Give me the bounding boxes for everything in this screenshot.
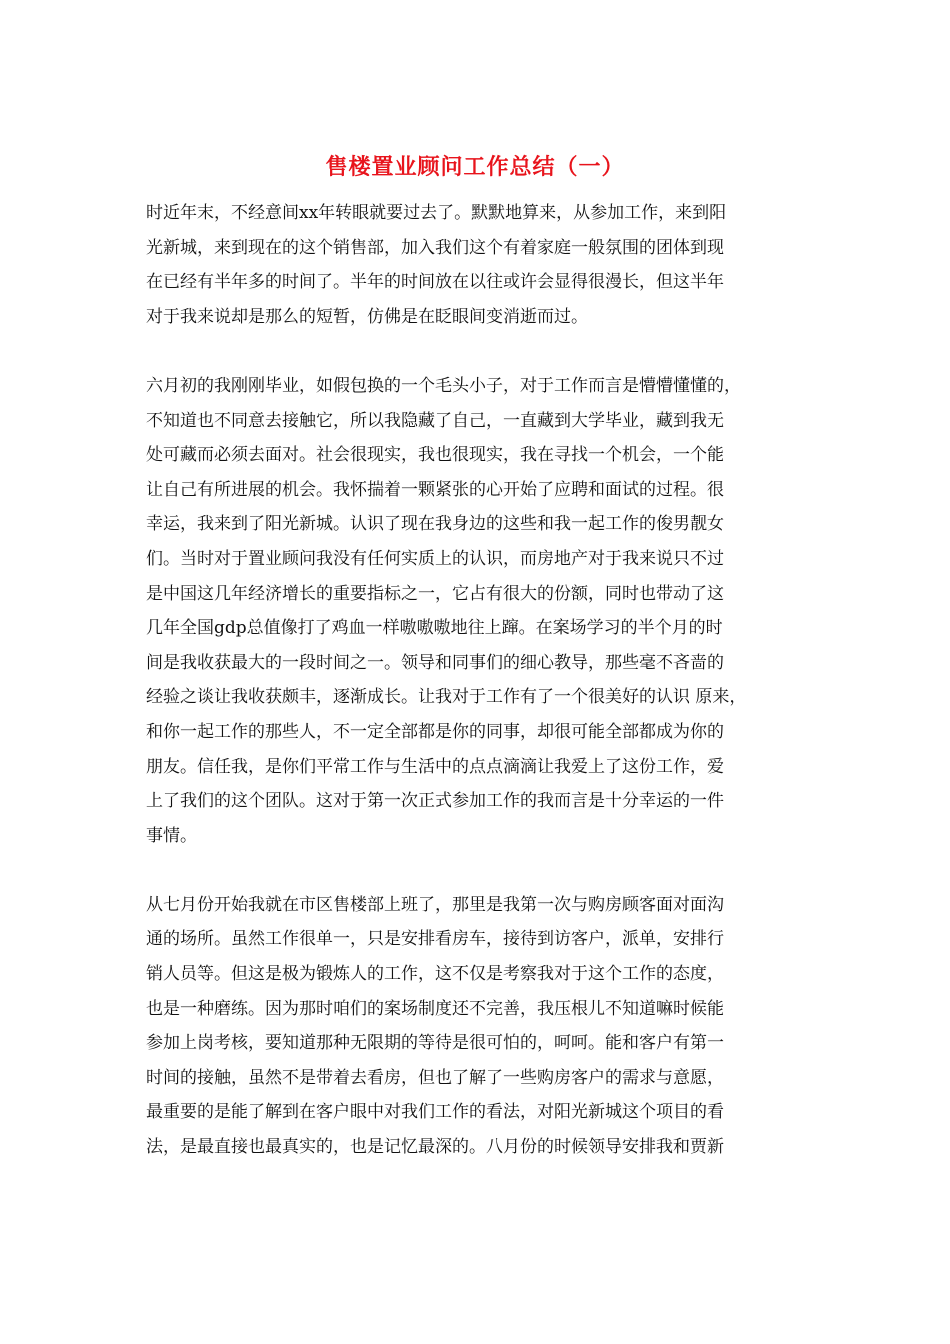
document-title: 售楼置业顾问工作总结（一） [325,154,625,180]
text-line: 间是我收获最大的一段时间之一。领导和同事们的细心教导，那些毫不吝啬的 [146,652,724,673]
text-line: 对于我来说却是那么的短暂，仿佛是在眨眼间变消逝而过。 [146,306,588,327]
text-line: 也是一种磨练。因为那时咱们的案场制度还不完善，我压根儿不知道嘛时候能 [146,998,724,1019]
text-line: 六月初的我刚刚毕业，如假包换的一个毛头小子，对于工作而言是懵懵懂懂的， [146,375,741,396]
text-line: 让自己有所进展的机会。我怀揣着一颗紧张的心开始了应聘和面试的过程。很 [146,479,724,500]
text-line: 幸运，我来到了阳光新城。认识了现在我身边的这些和我一起工作的俊男靓女 [146,514,724,535]
paragraph-gap [146,853,826,888]
text-line: 上了我们的这个团队。这对于第一次正式参加工作的我而言是十分幸运的一件 [146,791,724,812]
text-line: 们。当时对于置业顾问我没有任何实质上的认识，而房地产对于我来说只不过 [146,548,724,569]
text-line: 参加上岗考核，要知道那种无限期的等待是很可怕的，呵呵。能和客户有第一 [146,1033,724,1054]
text-line: 销人员等。但这是极为锻炼人的工作，这不仅是考察我对于这个工作的态度， [146,964,724,985]
document-body [146,196,826,1165]
text-line: 处可藏而必须去面对。社会很现实，我也很现实，我在寻找一个机会，一个能 [146,445,724,466]
text-line: 朋友。信任我，是你们平常工作与生活中的点点滴滴让我爱上了这份工作，爱 [146,756,724,777]
text-line: 事情。 [146,825,197,846]
text-line: 光新城，来到现在的这个销售部，加入我们这个有着家庭一般氛围的团体到现 [146,237,724,258]
text-line: 法，是最直接也最真实的，也是记忆最深的。八月份的时候领导安排我和贾新 [146,1137,724,1158]
text-line: 和你一起工作的那些人，不一定全部都是你的同事，却很可能全部都成为你的 [146,721,724,742]
text-line: 是中国这几年经济增长的重要指标之一，它占有很大的份额，同时也带动了这 [146,583,724,604]
text-line: 经验之谈让我收获颇丰，逐渐成长。让我对于工作有了一个很美好的认识 原来， [146,687,747,708]
text-line: 时近年末，不经意间xx年转眼就要过去了。默默地算来，从参加工作，来到阳 [146,203,727,223]
text-line: 时间的接触，虽然不是带着去看房，但也了解了一些购房客户的需求与意愿， [146,1067,724,1088]
paragraph-gap [146,334,826,369]
text-line: 不知道也不同意去接触它，所以我隐藏了自己，一直藏到大学毕业，藏到我无 [146,410,724,431]
text-line: 最重要的是能了解到在客户眼中对我们工作的看法，对阳光新城这个项目的看 [146,1102,724,1123]
text-line: 通的场所。虽然工作很单一，只是安排看房车，接待到访客户，派单，安排行 [146,929,724,950]
text-line: 在已经有半年多的时间了。半年的时间放在以往或许会显得很漫长，但这半年 [146,272,724,293]
text-line: 从七月份开始我就在市区售楼部上班了，那里是我第一次与购房顾客面对面沟 [146,894,724,915]
text-line: 几年全国gdp总值像打了鸡血一样嗷嗷嗷地往上蹿。在案场学习的半个月的时 [146,618,723,639]
